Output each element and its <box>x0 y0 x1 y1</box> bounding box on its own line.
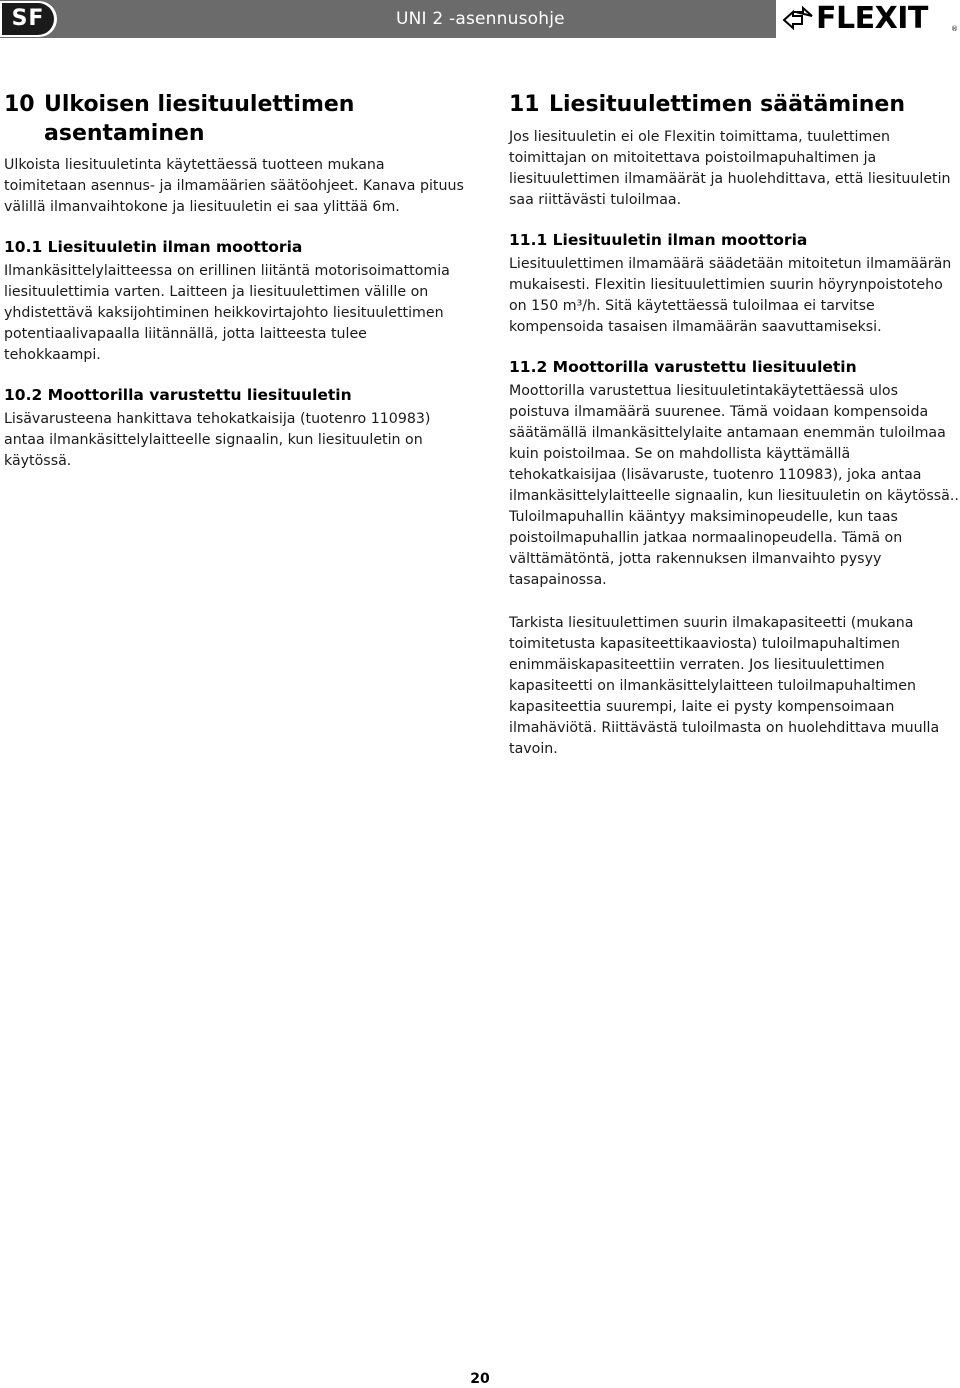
subsection-10-2-title: 10.2 Moottorilla varustettu liesituuletin <box>4 386 352 404</box>
section-number: 10 <box>4 92 35 117</box>
subsection-10-2-body: Lisävarusteena hankittava tehokatkaisija (tuotenro 110983) antaa ilmankäsittelylaitteelle signaalin, kun liesituuletin on käytössä. <box>4 411 431 469</box>
subsection-11-1-body: Liesituulettimen ilmamäärä säädetään mitoitetun ilmamäärän mukaisesti. Flexitin liesituulettimien suurin höyrynpoistoteho on 150 m³/h. Sitä käytettäessä tuloilmaa ei tarvitse kompensoida tasaisen ilmamäärän saavuttamiseksi. <box>509 256 952 335</box>
double-arrow-icon <box>782 4 814 34</box>
registered-mark: ® <box>951 25 958 33</box>
section-title: Ulkoisen liesituulettimen asentaminen <box>44 92 355 146</box>
header-band <box>0 0 960 38</box>
page-number: 20 <box>470 1371 490 1387</box>
language-badge-label: SF <box>2 3 54 35</box>
subsection-11-2-body-continued: Tarkista liesituulettimen suurin ilmakapasiteetti (mukana toimitetusta kapasiteettikaaviosta) tuloilmapuhaltimen enimmäiskapasiteettiin verraten. Jos liesituulettimen kapasiteetti on ilmankäsittelylaitteen tuloilmapuhaltimen kapasiteettia suurempi, laite ei pysty kompensoimaan ilmahäviötä. Riittävästä tuloilmasta on huolehdittava muulla tavoin. <box>509 615 940 757</box>
subsection-10-1-body: Ilmankäsittelylaitteessa on erillinen liitäntä motorisoimattomia liesituulettimia varten. Laitteen ja liesituulettimen välille on yhdistettävä kaksijohtiminen heikkovirtajohto liesituulettimen potentiaalivapaalla liitännällä, jotta laitteesta tulee tehokkaampi. <box>4 263 450 363</box>
brand-logo <box>776 0 960 38</box>
section-number: 11 <box>509 92 540 117</box>
left-column <box>4 90 464 472</box>
right-column <box>509 90 959 760</box>
section-11-heading <box>509 90 959 119</box>
subsection-11-1-title: 11.1 Liesituuletin ilman moottoria <box>509 231 808 249</box>
section-title: Liesituulettimen säätäminen <box>549 92 906 117</box>
section-10-intro: Ulkoista liesituuletinta käytettäessä tuotteen mukana toimitetaan asennus- ja ilmamäärien säätöohjeet. Kanava pituus välillä ilmanvaihtokone ja liesituuletin ei saa ylittää 6m. <box>4 157 464 215</box>
section-11-intro: Jos liesituuletin ei ole Flexitin toimittama, tuulettimen toimittajan on mitoitettava poistoilmapuhaltimen ja liesituulettimen ilmamäärät ja huolehdittava, että liesituuletin saa riittävästi tuloilmaa. <box>509 129 951 208</box>
section-10-heading <box>4 90 464 148</box>
brand-logo-text: FLEXIT <box>816 1 928 36</box>
subsection-10-1-title: 10.1 Liesituuletin ilman moottoria <box>4 238 303 256</box>
subsection-11-2-title: 11.2 Moottorilla varustettu liesituuletin <box>509 358 857 376</box>
document-title: UNI 2 -asennusohje <box>396 9 565 29</box>
language-badge <box>0 1 57 37</box>
subsection-11-2-body: Moottorilla varustettua liesituuletintakäytettäessä ulos poistuva ilmamäärä suurenee. Tämä voidaan kompensoida säätämällä ilmankäsittelylaite antamaan enemmän tuloilmaa kuin poistoilmaa. Se on mahdollista käyttämällä tehokatkaisijaa (lisävaruste, tuotenro 110983), joka antaa ilmankäsittelylaitteelle signaalin, kun liesituuletin on käytössä.. Tuloilmapuhallin kääntyy maksiminopeudelle, kun taas poistoilmapuhallin jatkaa normaalinopeudella. Tämä on välttämätöntä, jotta rakennuksen ilmanvaihto pysyy tasapainossa. <box>509 383 959 588</box>
